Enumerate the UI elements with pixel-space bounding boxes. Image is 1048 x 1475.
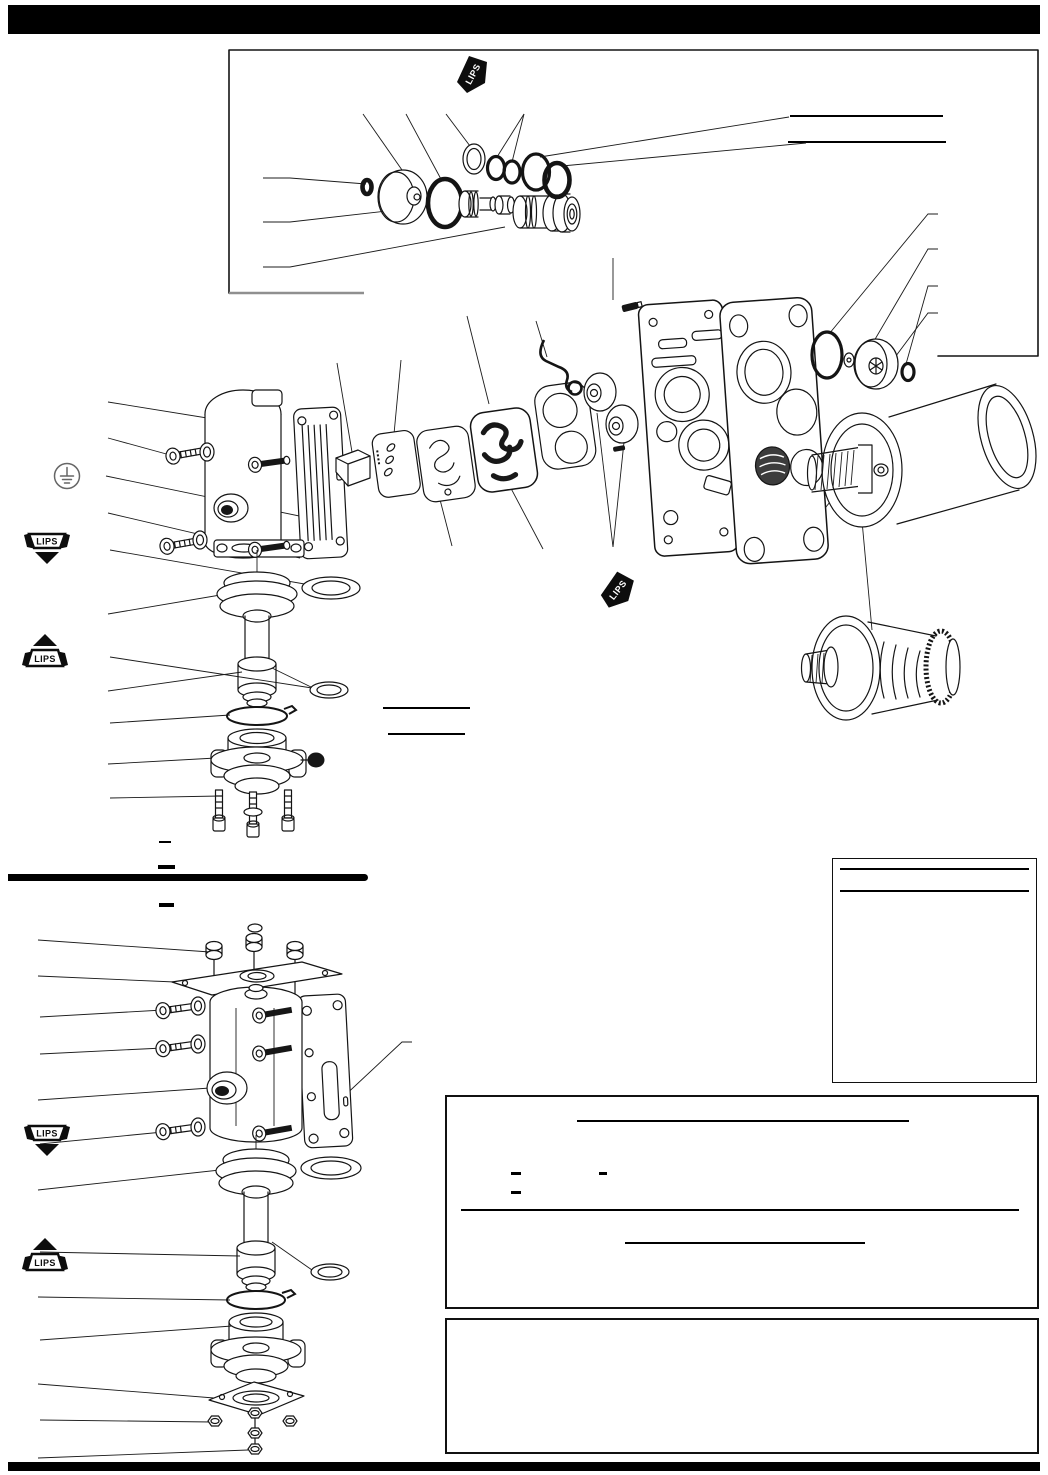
lips-label: LIPS: [463, 61, 483, 87]
ground-earth-icon: [53, 462, 81, 490]
hex-nuts: [208, 1408, 297, 1454]
center-valve-block: [621, 297, 829, 565]
lips-up-icon: [22, 1234, 68, 1272]
pilot-valve-parts: [363, 144, 581, 232]
muffler-assembly: [802, 379, 1047, 720]
air-motor-assembly-1: [159, 390, 348, 559]
pilot-piston-parts: [812, 332, 914, 389]
gasket-plate-stack: [336, 340, 638, 503]
lips-label: LIPS: [34, 654, 56, 664]
lips-tag-icon: [452, 52, 494, 96]
lips-down-icon: [24, 532, 70, 570]
lips-label: LIPS: [36, 1128, 58, 1139]
pilot-valve-detail-box: [229, 50, 1038, 356]
lips-label: LIPS: [607, 578, 629, 602]
lips-label: LIPS: [36, 536, 58, 547]
piston-stack-1: [211, 550, 360, 837]
lips-tag-icon: [593, 565, 642, 616]
mounting-bolts-1: [213, 790, 294, 837]
lips-label: LIPS: [34, 1258, 56, 1268]
piston-stack-2: [208, 1135, 361, 1454]
lips-down-icon: [24, 1124, 70, 1162]
lips-up-icon: [22, 630, 68, 668]
air-motor-assembly-2: [155, 924, 353, 1148]
